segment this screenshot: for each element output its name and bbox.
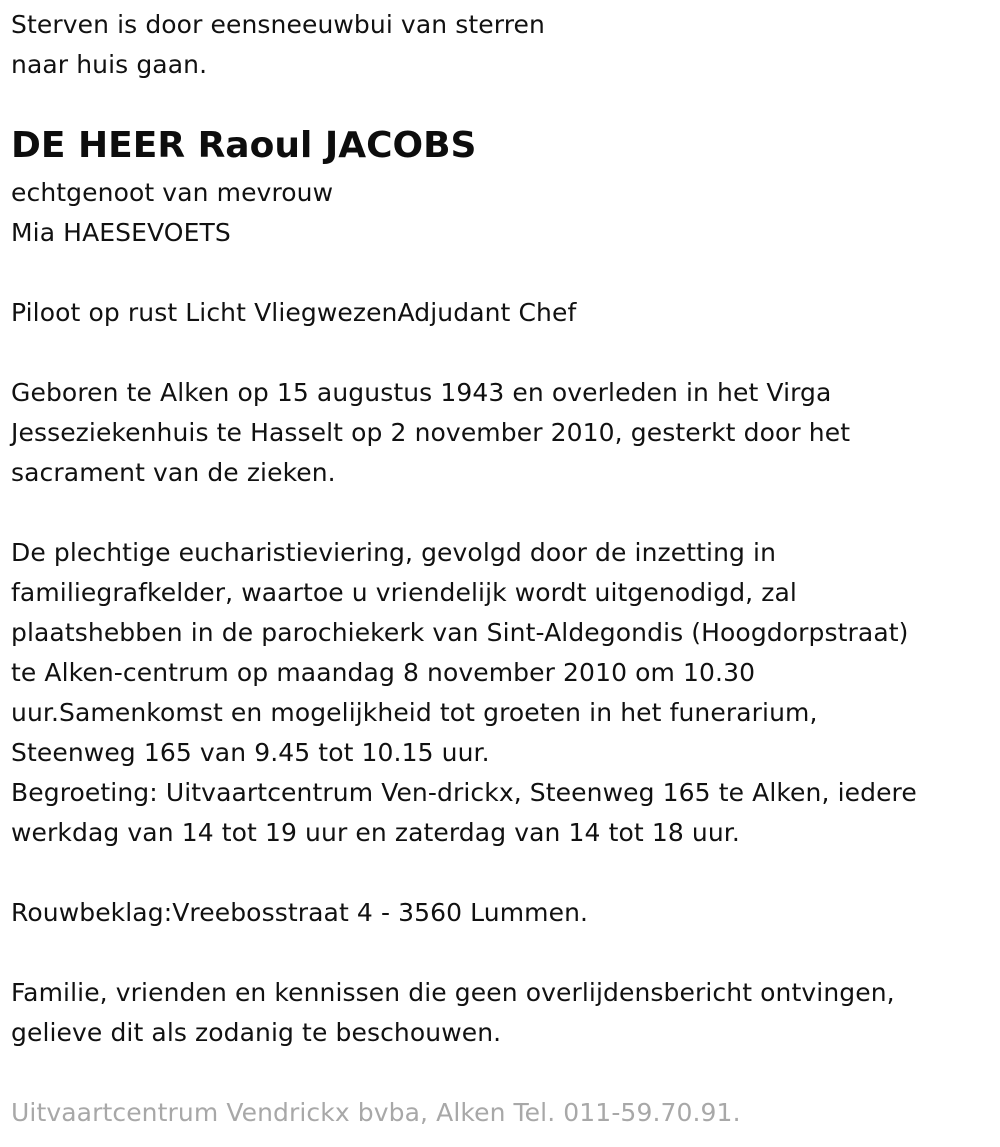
ceremony-line: Steenweg 165 van 9.45 tot 10.15 uur.	[11, 738, 490, 767]
spouse	[11, 173, 980, 253]
birth-death-line: sacrament van de zieken.	[11, 458, 336, 487]
birth-death-line: Jesseziekenhuis te Hasselt op 2 november 2010, gesterkt door het	[11, 418, 851, 447]
profession-text: Piloot op rust Licht VliegwezenAdjudant Chef	[11, 298, 577, 327]
poem	[11, 5, 980, 85]
birth-death-line: Geboren te Alken op 15 augustus 1943 en overleden in het Virga	[11, 378, 832, 407]
poem-line: naar huis gaan.	[11, 50, 208, 79]
ceremony-line: te Alken-centrum op maandag 8 november 2010 om 10.30	[11, 658, 756, 687]
profession	[11, 293, 980, 333]
notice-paragraph	[11, 973, 980, 1053]
notice-line: Familie, vrienden en kennissen die geen overlijdensbericht ontvingen,	[11, 978, 895, 1007]
poem-line: Sterven is door eensneeuwbui van sterren	[11, 10, 545, 39]
deceased-name: DE HEER Raoul JACOBS	[11, 125, 477, 166]
birth-death-paragraph	[11, 373, 980, 493]
ceremony-line: plaatshebben in de parochiekerk van Sint-Aldegondis (Hoogdorpstraat)	[11, 618, 909, 647]
ceremony-line: uur.Samenkomst en mogelijkheid tot groeten in het funerarium,	[11, 698, 818, 727]
condolences-address: Rouwbeklag:Vreebosstraat 4 - 3560 Lummen.	[11, 898, 589, 927]
ceremony-paragraph	[11, 533, 980, 853]
ceremony-line: De plechtige eucharistieviering, gevolgd door de inzetting in	[11, 538, 777, 567]
notice-line: gelieve dit als zodanig te beschouwen.	[11, 1018, 502, 1047]
spouse-name: Mia HAESEVOETS	[11, 218, 231, 247]
condolences	[11, 893, 980, 933]
footer	[11, 1093, 980, 1133]
spouse-line: echtgenoot van mevrouw	[11, 178, 334, 207]
ceremony-line: familiegrafkelder, waartoe u vriendelijk wordt uitgenodigd, zal	[11, 578, 797, 607]
funeral-home-credit: Uitvaartcentrum Vendrickx bvba, Alken Tel. 011-59.70.91.	[11, 1098, 741, 1127]
ceremony-line: werkdag van 14 tot 19 uur en zaterdag van 14 tot 18 uur.	[11, 818, 740, 847]
ceremony-line: Begroeting: Uitvaartcentrum Ven-drickx, Steenweg 165 te Alken, iedere	[11, 778, 917, 807]
